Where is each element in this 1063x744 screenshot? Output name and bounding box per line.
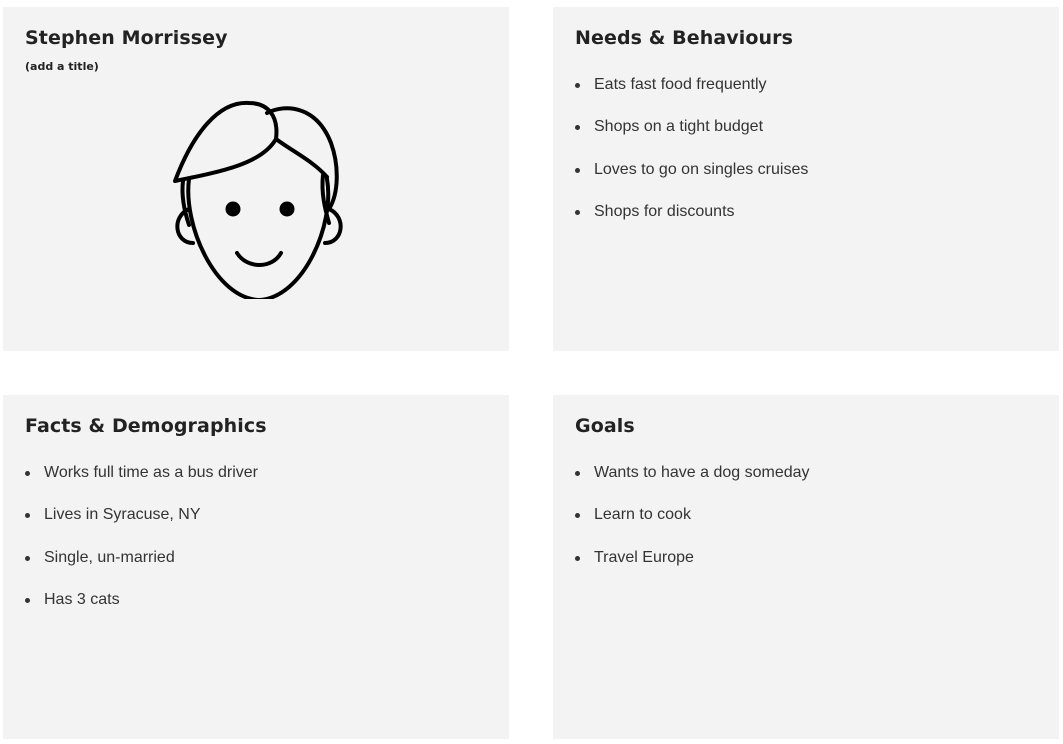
bullet-dot-icon — [25, 598, 30, 603]
bullet-dot-icon — [575, 83, 580, 88]
bullet-dot-icon — [25, 471, 30, 476]
persona-name[interactable]: Stephen Morrissey — [25, 27, 228, 49]
list-item[interactable]: Lives in Syracuse, NY — [25, 503, 258, 545]
goals-card — [553, 395, 1059, 739]
list-item[interactable]: Has 3 cats — [25, 588, 258, 630]
bullet-dot-icon — [575, 556, 580, 561]
list-item[interactable]: Wants to have a dog someday — [575, 461, 810, 503]
profile-card — [3, 7, 509, 351]
bullet-dot-icon — [575, 168, 580, 173]
needs-behaviours-card — [553, 7, 1059, 351]
list-item[interactable]: Learn to cook — [575, 503, 810, 545]
bullet-dot-icon — [575, 471, 580, 476]
list-item[interactable]: Eats fast food frequently — [575, 73, 808, 115]
list-item[interactable]: Loves to go on singles cruises — [575, 158, 808, 200]
persona-title-placeholder[interactable]: (add a title) — [25, 60, 99, 73]
facts-demographics-list — [25, 461, 258, 630]
facts-demographics-heading[interactable]: Facts & Demographics — [25, 415, 267, 437]
list-item[interactable]: Shops on a tight budget — [575, 115, 808, 157]
facts-demographics-card — [3, 395, 509, 739]
goals-heading[interactable]: Goals — [575, 415, 635, 437]
list-item[interactable]: Travel Europe — [575, 546, 810, 588]
bullet-dot-icon — [575, 210, 580, 215]
list-item[interactable]: Shops for discounts — [575, 200, 808, 242]
person-face-icon — [167, 93, 347, 299]
needs-behaviours-heading[interactable]: Needs & Behaviours — [575, 27, 794, 49]
bullet-dot-icon — [575, 513, 580, 518]
list-item[interactable]: Single, un-married — [25, 546, 258, 588]
needs-behaviours-list — [575, 73, 808, 242]
bullet-dot-icon — [25, 556, 30, 561]
bullet-dot-icon — [25, 513, 30, 518]
goals-list — [575, 461, 810, 588]
bullet-dot-icon — [575, 125, 580, 130]
list-item[interactable]: Works full time as a bus driver — [25, 461, 258, 503]
